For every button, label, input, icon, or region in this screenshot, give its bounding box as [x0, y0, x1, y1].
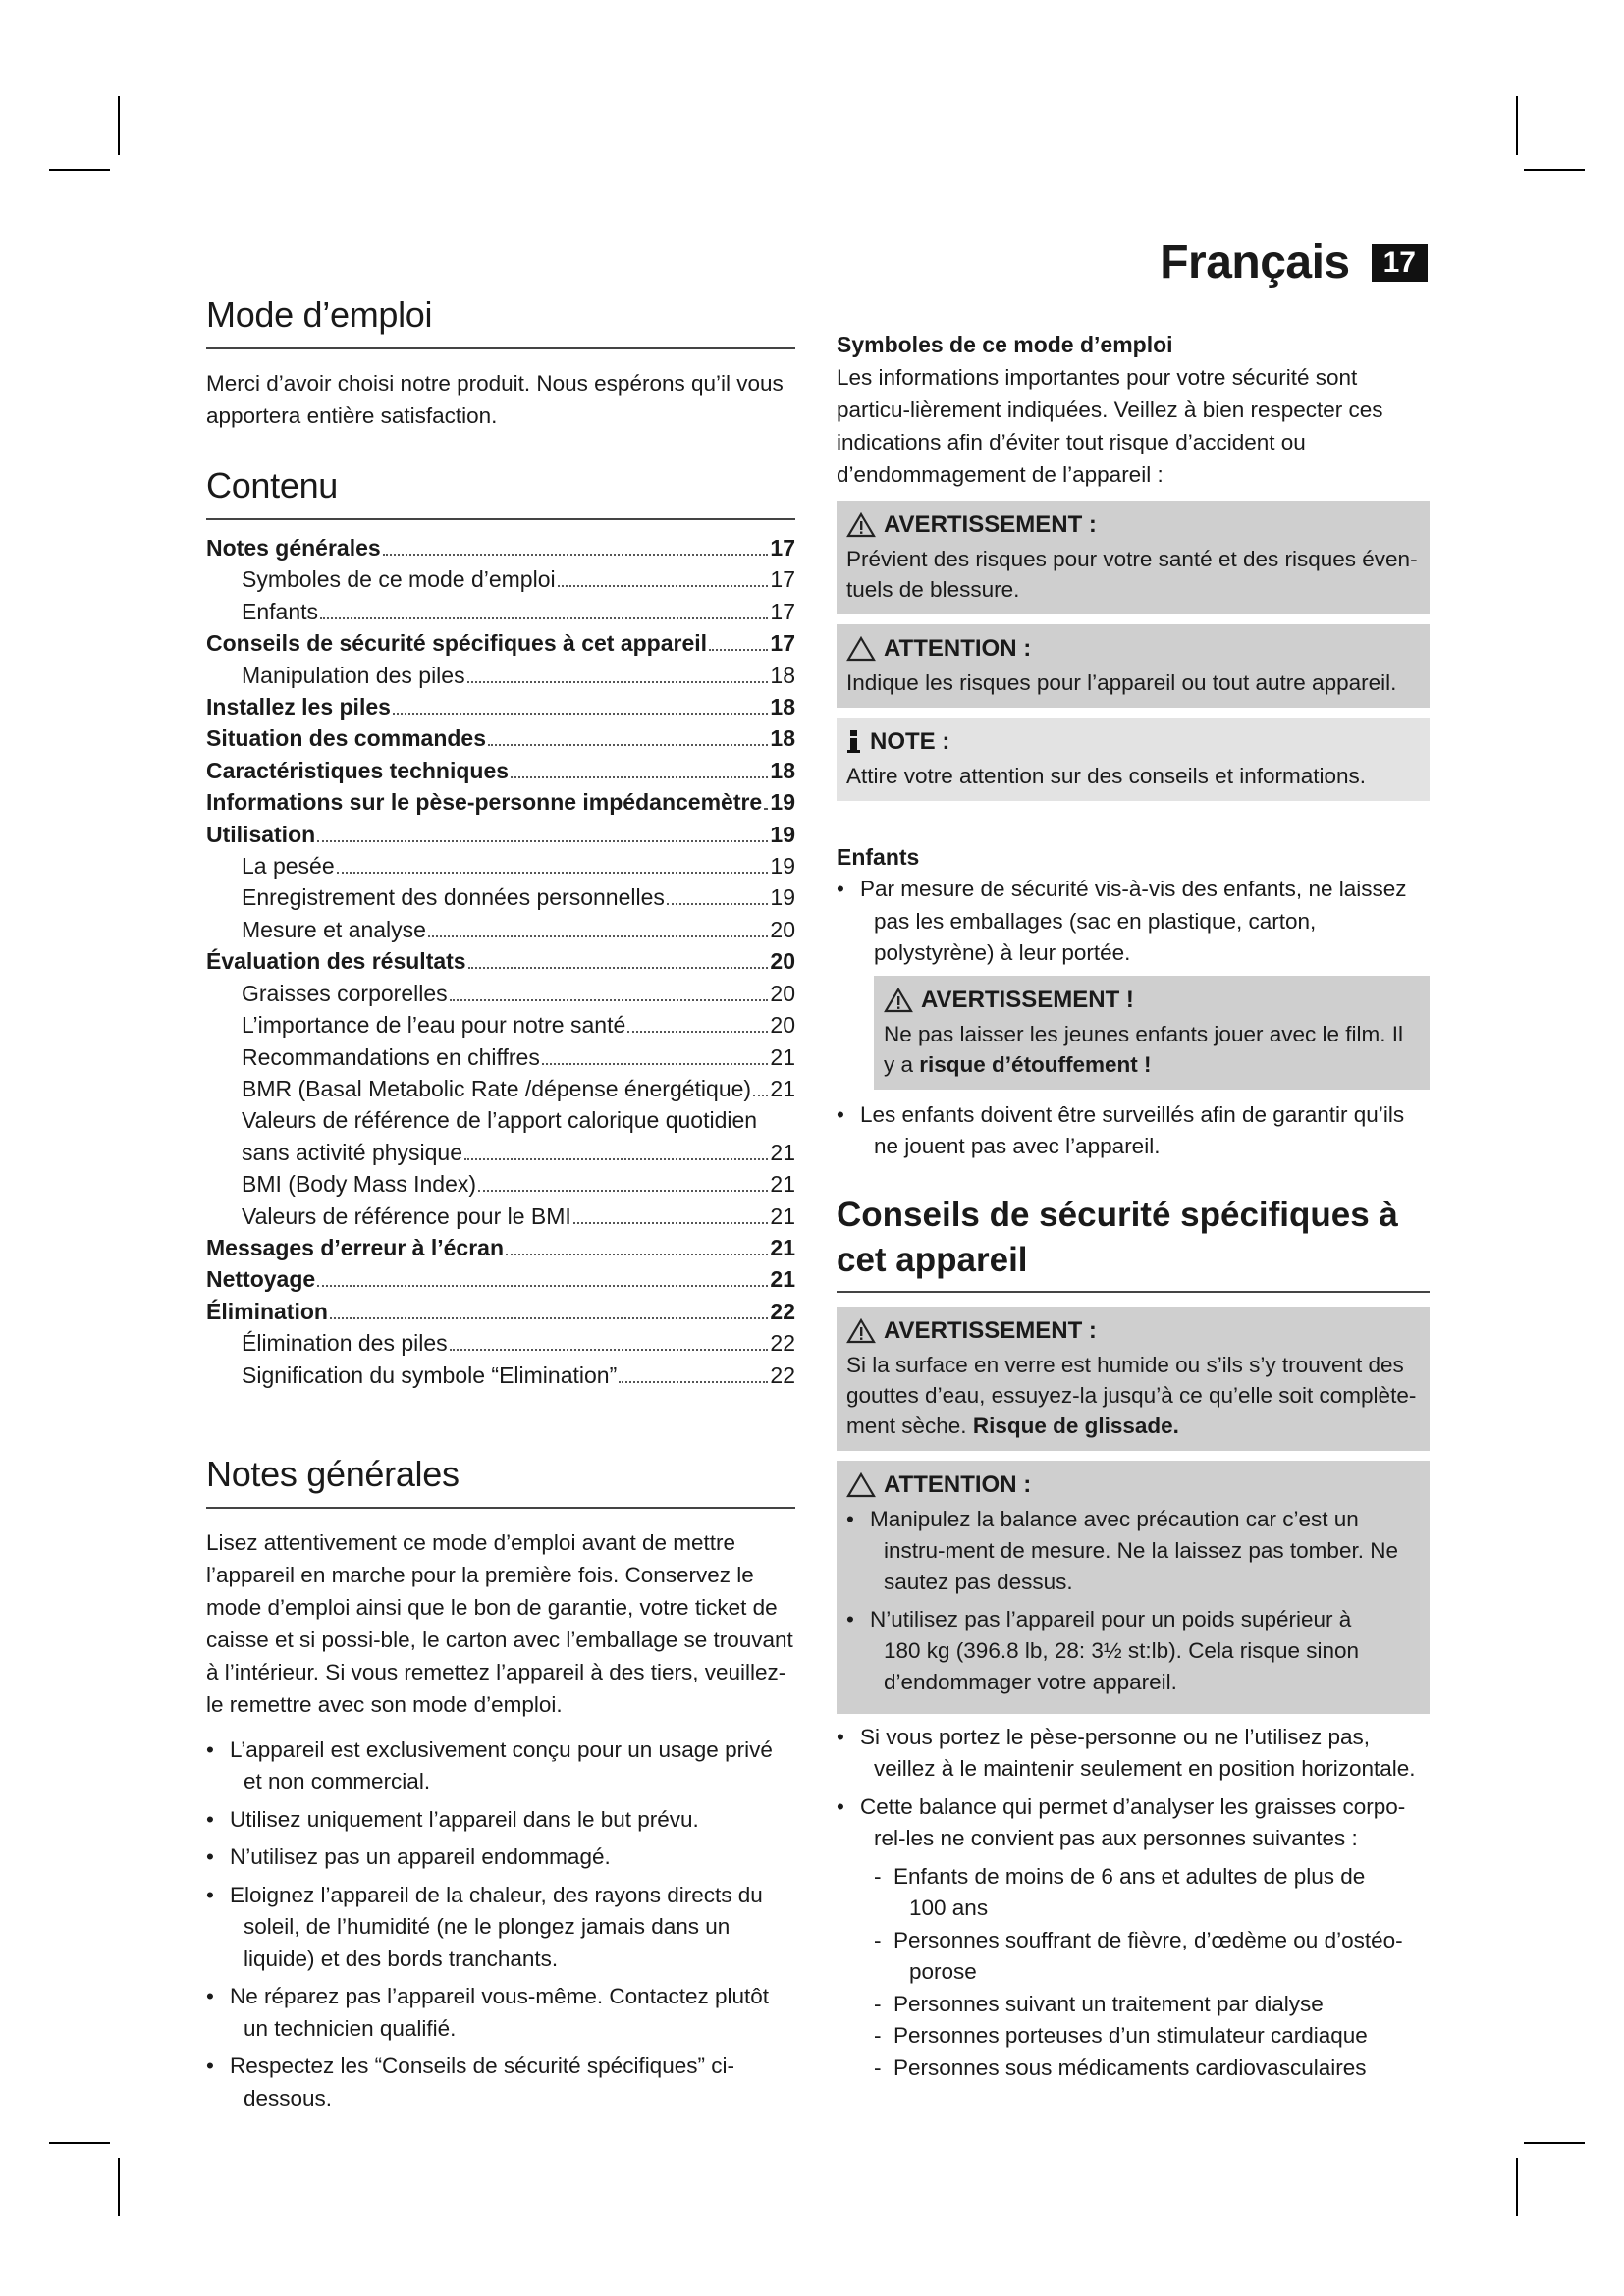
toc-entry-title: BMR (Basal Metabolic Rate /dépense énergétique) — [242, 1075, 752, 1101]
crop-mark — [118, 96, 120, 155]
toc-leader — [450, 1349, 769, 1351]
toc-entry-title: Symboles de ce mode d’emploi — [242, 566, 556, 593]
toc-page-number: 19 — [770, 884, 795, 911]
toc-entry-title: Nettoyage — [206, 1266, 316, 1293]
toc-leader — [317, 840, 768, 842]
toc-entry-title: Graisses corporelles — [242, 980, 448, 1006]
safety-attention-box — [837, 1461, 1430, 1714]
toc-entry-title: BMI (Body Mass Index) — [242, 1171, 477, 1198]
toc-entry — [206, 1296, 795, 1327]
toc-entry-title: Signification du symbole “Elimination” — [242, 1362, 618, 1388]
toc-entry — [206, 755, 795, 786]
toc-page-number: 19 — [770, 821, 795, 847]
toc-leader — [330, 1317, 768, 1319]
toc-leader — [511, 776, 768, 778]
toc-leader — [667, 903, 769, 905]
crop-mark — [49, 169, 110, 171]
list-item: • Par mesure de sécurité vis-à-vis des enfants, ne laissez pas les emballages (sac en plastique, carton, polystyrène) à leur portée. — [837, 874, 1430, 970]
attention-box — [837, 624, 1430, 708]
toc-leader — [542, 1063, 769, 1065]
intro-text: Merci d’avoir choisi notre produit. Nous espérons qu’il vous apportera entière satisfaction. — [206, 371, 784, 428]
toc-entry — [206, 1041, 795, 1073]
left-column — [206, 294, 795, 2120]
toc-leader — [383, 554, 769, 556]
toc-entry-title: Élimination des piles — [242, 1330, 448, 1357]
toc-entry-title: Messages d’erreur à l’écran — [206, 1234, 504, 1260]
note-box — [837, 718, 1430, 801]
toc-entry — [206, 1360, 795, 1391]
toc-leader — [558, 585, 769, 587]
toc-entry — [206, 819, 795, 850]
toc-page-number: 17 — [770, 535, 795, 561]
safety-warning-box — [837, 1307, 1430, 1451]
warning-emphasis: risque d’étouffement ! — [919, 1051, 1152, 1077]
toc-entry-title: Caractéristiques techniques — [206, 757, 510, 783]
toc-page-number: 18 — [770, 725, 795, 752]
toc-leader — [709, 649, 768, 651]
children-title: Enfants — [837, 844, 920, 870]
crop-mark — [1524, 2142, 1585, 2144]
toc-page-number: 17 — [770, 598, 795, 624]
toc-page-number: 17 — [770, 630, 795, 657]
toc-page-number: 21 — [770, 1043, 795, 1070]
safety-bullets — [837, 1722, 1430, 1855]
toc-page-number: 17 — [770, 566, 795, 593]
toc-entry — [206, 1073, 795, 1104]
toc-entry — [206, 978, 795, 1009]
crop-mark — [1516, 2158, 1518, 2216]
attention-icon — [846, 1472, 876, 1498]
toc-page-number: 19 — [770, 853, 795, 880]
toc-page-number: 21 — [770, 1266, 795, 1293]
list-item: • Utilisez uniquement l’appareil dans le but prévu. — [206, 1804, 795, 1837]
toc-entry — [206, 722, 795, 754]
list-item: • L’appareil est exclusivement conçu pour un usage privé et non commercial. — [206, 1735, 795, 1798]
toc-entry — [206, 1168, 795, 1200]
toc-entry — [206, 786, 795, 818]
toc-entry — [206, 627, 795, 659]
toc-entry — [206, 1263, 795, 1295]
toc-entry — [206, 1137, 795, 1168]
toc-entry-continued: Valeurs de référence de l’apport calorique quotidien — [242, 1107, 758, 1134]
toc-leader — [506, 1254, 768, 1255]
toc-entry-title: Informations sur le pèse-personne impédancemètre — [206, 789, 763, 816]
notes-text: Lisez attentivement ce mode d’emploi avant de mettre l’appareil en marche pour la première fois. Conservez le mode d’emploi ainsi que le bon de garantie, votre ticket de caisse et si possi-ble, le carton avec l’emballage se trouvant à l’intérieur. Si vous remettez l’appareil à des tiers, veuillez-le remettre avec son mode d’emploi. — [206, 1529, 793, 1717]
toc-entry-title: Mesure et analyse — [242, 916, 426, 942]
crop-mark — [1516, 96, 1518, 155]
toc-entry-title: Valeurs de référence pour le BMI — [242, 1202, 571, 1229]
toc-leader — [317, 1285, 768, 1287]
list-item: - Personnes porteuses d’un stimulateur cardiaque — [874, 2020, 1430, 2053]
warning-title: AVERTISSEMENT : — [884, 511, 1097, 538]
symbols-text: Les informations importantes pour votre sécurité sont particu-lièrement indiquées. Veillez à bien respecter ces indications afin d’éviter tout risque d’accident ou d’endommagement de l’appareil : — [837, 365, 1383, 487]
list-item: - Personnes sous médicaments cardiovasculaires — [874, 2053, 1430, 2085]
toc-leader — [450, 999, 769, 1001]
toc-entry — [206, 532, 795, 563]
children-bullets — [837, 874, 1430, 970]
toc-entry — [206, 945, 795, 977]
toc-leader — [320, 617, 768, 619]
crop-mark — [1524, 169, 1585, 171]
toc-entry-title: sans activité physique — [242, 1139, 463, 1165]
toc-entry — [206, 691, 795, 722]
toc-leader — [467, 681, 769, 683]
toc-page-number: 18 — [770, 662, 795, 688]
warning-title: AVERTISSEMENT : — [884, 1316, 1097, 1344]
toc-leader — [627, 1031, 768, 1033]
toc-entry-title: Manipulation des piles — [242, 662, 465, 688]
warning-title: AVERTISSEMENT ! — [921, 986, 1134, 1013]
list-item: • Respectez les “Conseils de sécurité spécifiques” ci- dessous. — [206, 2051, 795, 2114]
toc-entry-title: Situation des commandes — [206, 725, 487, 752]
page-number: 17 — [1372, 244, 1428, 282]
attention-title: ATTENTION : — [884, 635, 1032, 662]
toc-entry-title: Recommandations en chiffres — [242, 1043, 540, 1070]
symbols-title: Symboles de ce mode d’emploi — [837, 332, 1173, 357]
toc-entry — [206, 596, 795, 627]
warning-icon — [846, 512, 876, 538]
attention-text: Indique les risques pour l’appareil ou tout autre appareil. — [846, 670, 1397, 695]
toc-page-number: 20 — [770, 980, 795, 1006]
toc-page-number: 20 — [770, 1012, 795, 1039]
warning-icon — [846, 1318, 876, 1344]
toc-leader — [428, 935, 768, 937]
toc-page-number: 21 — [770, 1234, 795, 1260]
list-item: • Manipulez la balance avec précaution car c’est un instru-ment de mesure. Ne la laissez pas tomber. Ne sautez pas dessus. — [846, 1504, 1420, 1598]
toc-page-number: 21 — [770, 1202, 795, 1229]
toc-leader — [753, 1095, 768, 1096]
toc-entry — [206, 1232, 795, 1263]
toc-entry-title: Utilisation — [206, 821, 316, 847]
info-icon — [846, 729, 862, 755]
toc-entry — [206, 1009, 795, 1041]
toc-leader — [393, 713, 768, 715]
toc-entry — [206, 1327, 795, 1359]
list-item: • Cette balance qui permet d’analyser les graisses corpo- rel-les ne convient pas aux personnes suivantes : — [837, 1791, 1430, 1855]
attention-icon — [846, 636, 876, 662]
toc-page-number: 19 — [770, 789, 795, 816]
warning-text: Si la surface en verre est humide ou s’ils s’y trouvent des gouttes d’eau, essuyez-la jusqu’à ce qu’elle soit complète-ment sèche. — [846, 1352, 1417, 1438]
list-item: • Les enfants doivent être surveillés afin de garantir qu’ils ne jouent pas avec l’appareil. — [837, 1099, 1430, 1163]
toc-entry — [206, 1201, 795, 1232]
toc-page-number: 22 — [770, 1330, 795, 1357]
warning-text: Prévient des risques pour votre santé et des risques éven-tuels de blessure. — [846, 547, 1418, 602]
toc-page-number: 20 — [770, 948, 795, 975]
toc-entry-title: Évaluation des résultats — [206, 948, 466, 975]
toc-leader — [573, 1222, 769, 1224]
excluded-persons-list — [837, 1861, 1430, 2085]
toc-page-number: 21 — [770, 1075, 795, 1101]
toc-entry-title: La pesée — [242, 853, 335, 880]
toc-entry-title: Enfants — [242, 598, 318, 624]
list-item: • N’utilisez pas l’appareil pour un poids supérieur à 180 kg (396.8 lb, 28: 3½ st:lb). Cela risque sinon d’endommager votre appareil. — [846, 1604, 1420, 1698]
toc-entry — [206, 850, 795, 881]
toc-entry-title: Notes générales — [206, 535, 381, 561]
toc-leader — [478, 1190, 768, 1192]
note-title: NOTE : — [870, 728, 950, 755]
note-text: Attire votre attention sur des conseils et informations. — [846, 764, 1367, 788]
notes-bullets — [206, 1735, 795, 2115]
page-header — [1160, 236, 1428, 290]
toc-leader — [464, 1158, 768, 1160]
toc-leader — [488, 744, 768, 746]
list-item: • Eloignez l’appareil de la chaleur, des rayons directs du soleil, de l’humidité (ne le plongez jamais dans un liquide) et des bords tranchants. — [206, 1880, 795, 1976]
toc-page-number: 18 — [770, 694, 795, 721]
toc-entry-title: Installez les piles — [206, 694, 391, 721]
warning-box — [837, 501, 1430, 614]
list-item: • Si vous portez le pèse-personne ou ne l’utilisez pas, veillez à le maintenir seulement en position horizontale. — [837, 1722, 1430, 1786]
toc-leader — [468, 967, 769, 969]
contents-title: Contenu — [206, 465, 795, 520]
toc-entry — [206, 660, 795, 691]
right-column — [837, 328, 1430, 2084]
list-item: • Ne réparez pas l’appareil vous-même. Contactez plutôt un technicien qualifié. — [206, 1981, 795, 2045]
toc-entry-title: Élimination — [206, 1298, 328, 1324]
list-item: - Personnes suivant un traitement par dialyse — [874, 1989, 1430, 2021]
toc-entry-title: Enregistrement des données personnelles — [242, 884, 665, 911]
toc-leader — [619, 1381, 768, 1383]
toc-entry — [206, 563, 795, 595]
warning-emphasis: Risque de glissade. — [972, 1413, 1179, 1438]
toc-leader — [337, 872, 769, 874]
toc-page-number: 20 — [770, 916, 795, 942]
toc-page-number: 18 — [770, 757, 795, 783]
toc-entry — [206, 881, 795, 913]
crop-mark — [49, 2142, 110, 2144]
toc-entry — [206, 914, 795, 945]
toc-leader — [764, 808, 768, 810]
toc-page-number: 21 — [770, 1139, 795, 1165]
list-item: - Personnes souffrant de fièvre, d’œdème ou d’ostéo- porose — [874, 1925, 1430, 1989]
toc-page-number: 22 — [770, 1298, 795, 1324]
warning-icon — [884, 988, 913, 1013]
notes-title: Notes générales — [206, 1454, 795, 1509]
warning-text: Ne pas laisser les jeunes enfants jouer avec le film. Il y a — [884, 1021, 1404, 1077]
toc-entry-title: L’importance de l’eau pour notre santé — [242, 1012, 626, 1039]
list-item: - Enfants de moins de 6 ans et adultes de plus de 100 ans — [874, 1861, 1430, 1925]
children-warning-box — [874, 976, 1430, 1090]
toc-page-number: 21 — [770, 1171, 795, 1198]
list-item: • N’utilisez pas un appareil endommagé. — [206, 1842, 795, 1874]
language-title: Français — [1160, 237, 1350, 289]
toc-entry-title: Conseils de sécurité spécifiques à cet appareil — [206, 630, 708, 657]
toc-page-number: 22 — [770, 1362, 795, 1388]
crop-mark — [118, 2158, 120, 2216]
table-of-contents — [206, 532, 795, 1391]
attention-title: ATTENTION : — [884, 1470, 1032, 1498]
intro-title: Mode d’emploi — [206, 294, 795, 349]
safety-title: Conseils de sécurité spécifiques à cet appareil — [837, 1193, 1430, 1293]
